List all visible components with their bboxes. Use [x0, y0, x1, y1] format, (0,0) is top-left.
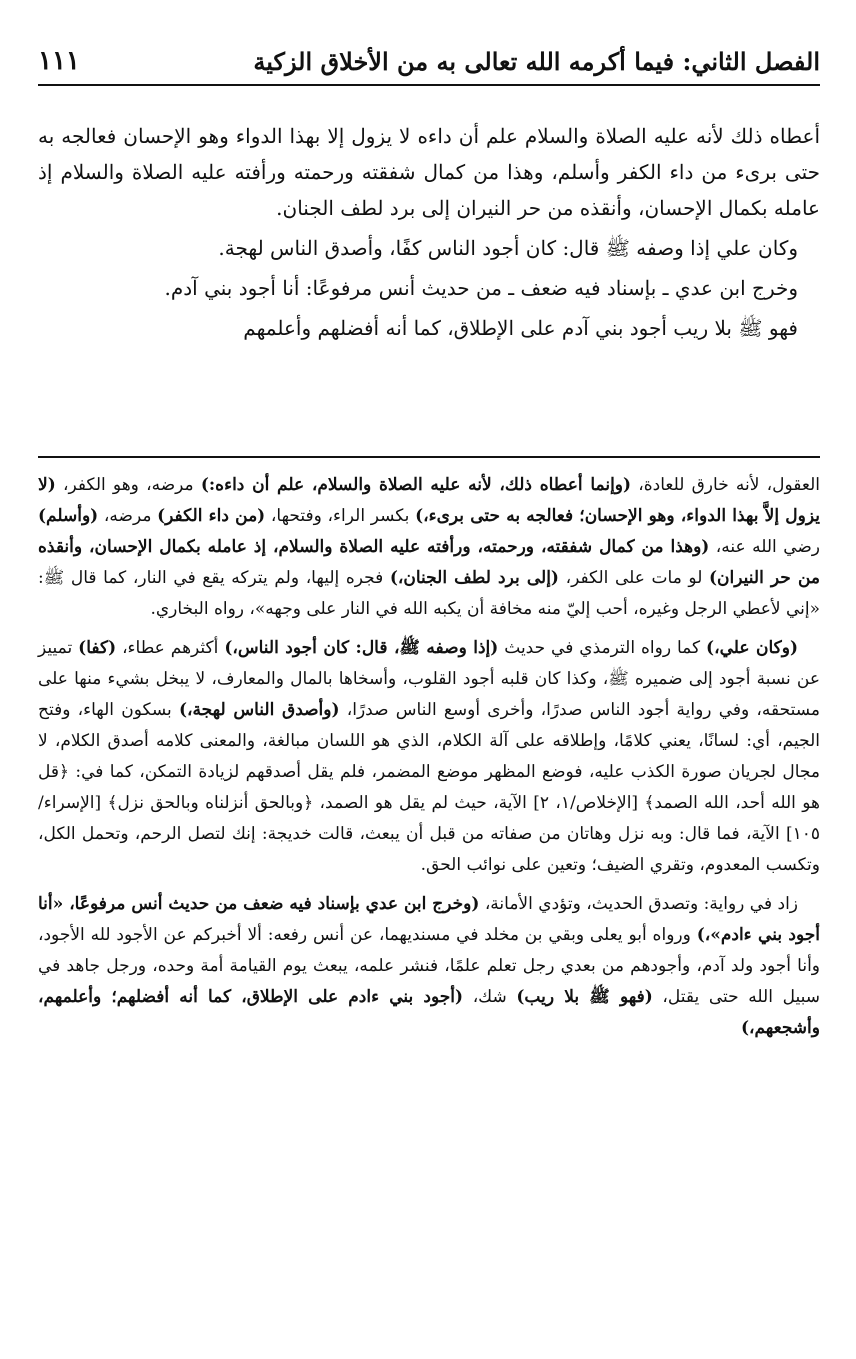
commentary-quote: (فهو ﷺ بلا ريب): [516, 987, 653, 1007]
main-paragraph: أعطاه ذلك لأنه عليه الصلاة والسلام علم أن داءه لا يزول إلا بهذا الدواء وهو الإحسان فعالجه به حتى برىء من داء الكفر وأسلم، وهذا من كمال شفقته ورحمته ورأفته عليه الصلاة والسلام إذ عامله بكمال الإحسان، وأنقذه من حر النيران إلى برد لطف الجنان.: [38, 124, 820, 220]
footnote-separator: [38, 456, 820, 458]
commentary-quote: (من داء الكفر): [157, 506, 266, 526]
commentary-text: [38, 470, 820, 1052]
commentary-quote: (لا يزول إلاَّ بهذا الدواء، وهو الإحسان؛ فعالجه به حتى برىء،): [38, 475, 820, 526]
commentary-segment: زاد في رواية: وتصدق الحديث، وتؤدي الأمانة،: [479, 894, 799, 914]
commentary-quote: (وهذا من كمال شفقته، ورحمته، ورأفته عليه الصلاة والسلام، إذ عامله بكمال الإحسان، وأنقذه من حر النيران): [38, 537, 820, 588]
commentary-segment: كما رواه الترمذي في حديث: [498, 638, 707, 658]
commentary-segment: تمييز عن نسبة أجود إلى ضميره ﷺ، وكذا كان قلبه أجود القلوب، وأسخاها بالمال والمعارف، لا يبخل بشيء منها على مستحقه، وفي رواية أجود الناس صدرًا، وأخرى أوسع الناس صدرًا،: [38, 638, 820, 720]
commentary-quote: (وأصدق الناس لهجة،): [178, 700, 340, 720]
commentary-quote: (إذا وصفه ﷺ، قال: كان أجود الناس،): [224, 638, 499, 658]
commentary-paragraph: [38, 633, 820, 881]
commentary-quote: (وكان علي،): [706, 638, 798, 658]
page-number: ١١١: [38, 46, 80, 76]
commentary-segment: مرضه،: [98, 506, 158, 526]
commentary-segment: شك،: [463, 987, 517, 1007]
chapter-title: الفصل الثاني: فيما أكرمه الله تعالى به من الأخلاق الزكية: [253, 46, 820, 76]
commentary-segment: بكسر الراء، وفتحها،: [265, 506, 416, 526]
commentary-segment: العقول، لأنه خارق للعادة،: [631, 475, 820, 495]
commentary-paragraph: [38, 889, 820, 1044]
commentary-segment: فجره إليها، ولم يتركه يقع في النار، كما قال ﷺ: «إني لأعطي الرجل وغيره، أحب إليّ منه مخافة أن يكبه الله في النار على وجهه»، رواه البخاري.: [38, 568, 820, 619]
commentary-segment: ورواه أبو يعلى وبقي بن مخلد في مسنديهما، عن أنس رفعه: ألا أخبركم عن الأجود لله الأجود، وأنا أجود ولد آدم، وأجودهم من بعدي رجل تعلم علمًا، فنشر علمه، يبعث يوم القيامة أمة وحده، ورجل جاهد في سبيل الله حتى يقتل،: [38, 925, 820, 1007]
commentary-quote: (وخرج ابن عدي بإسناد فيه ضعف من حديث أنس مرفوعًا، «أنا أجود بني ءادم»،): [38, 894, 821, 945]
commentary-quote: (كفا): [78, 638, 117, 658]
page-header: [38, 38, 820, 86]
commentary-quote: (وأسلم): [38, 506, 99, 526]
main-paragraph: وكان علي إذا وصفه ﷺ قال: كان أجود الناس كفًا، وأصدق الناس لهجة.: [218, 236, 798, 260]
commentary-segment: أكثرهم عطاء،: [116, 638, 225, 658]
book-page: [38, 0, 820, 1359]
commentary-segment: لو مات على الكفر،: [558, 568, 709, 588]
commentary-quote: (وإنما أعطاه ذلك، لأنه عليه الصلاة والسلام، علم أن داءه:): [200, 475, 632, 495]
main-text: [38, 118, 820, 350]
commentary-paragraph: [38, 470, 820, 625]
commentary-segment: بسكون الهاء، وفتح الجيم، أي: لسانًا، يعني كلامًا، وإطلاقه على آلة الكلام، الذي هو اللسان مبالغة، والمعنى كلامه أصدق الكلام، لا مجال لجريان صورة الكذب عليه، فوضع المظهر موضع المضمر، فلم يقل أصدقهم لزيادة التمكن، كما في: ﴿قل هو الله أحد، الله الصمد﴾ [الإخلاص/١، ٢] الآية، حيث لم يقل هو الصمد، ﴿وبالحق أنزلناه وبالحق نزل﴾ [الإسراء/ ١٠٥] الآية، فما قال: وبه نزل وهاتان من صفاته من قبل أن يبعث، قالت خديجة: إنك لتصل الرحم، وتحمل الكل، وتكسب المعدوم، وتقري الضيف؛ وتعين على نوائب الحق.: [38, 700, 821, 875]
commentary-quote: (أجود بني ءادم على الإطلاق، كما أنه أفضلهم؛ وأعلمهم، وأشجعهم،): [38, 987, 820, 1038]
main-paragraph: فهو ﷺ بلا ريب أجود بني آدم على الإطلاق، كما أنه أفضلهم وأعلمهم: [243, 316, 798, 340]
main-paragraph: وخرج ابن عدي ـ بإسناد فيه ضعف ـ من حديث أنس مرفوعًا: أنا أجود بني آدم.: [164, 276, 798, 300]
commentary-quote: (إلى برد لطف الجنان،): [389, 568, 559, 588]
commentary-segment: مرضه، وهو الكفر،: [55, 475, 201, 495]
commentary-segment: رضي الله عنه،: [709, 537, 821, 557]
